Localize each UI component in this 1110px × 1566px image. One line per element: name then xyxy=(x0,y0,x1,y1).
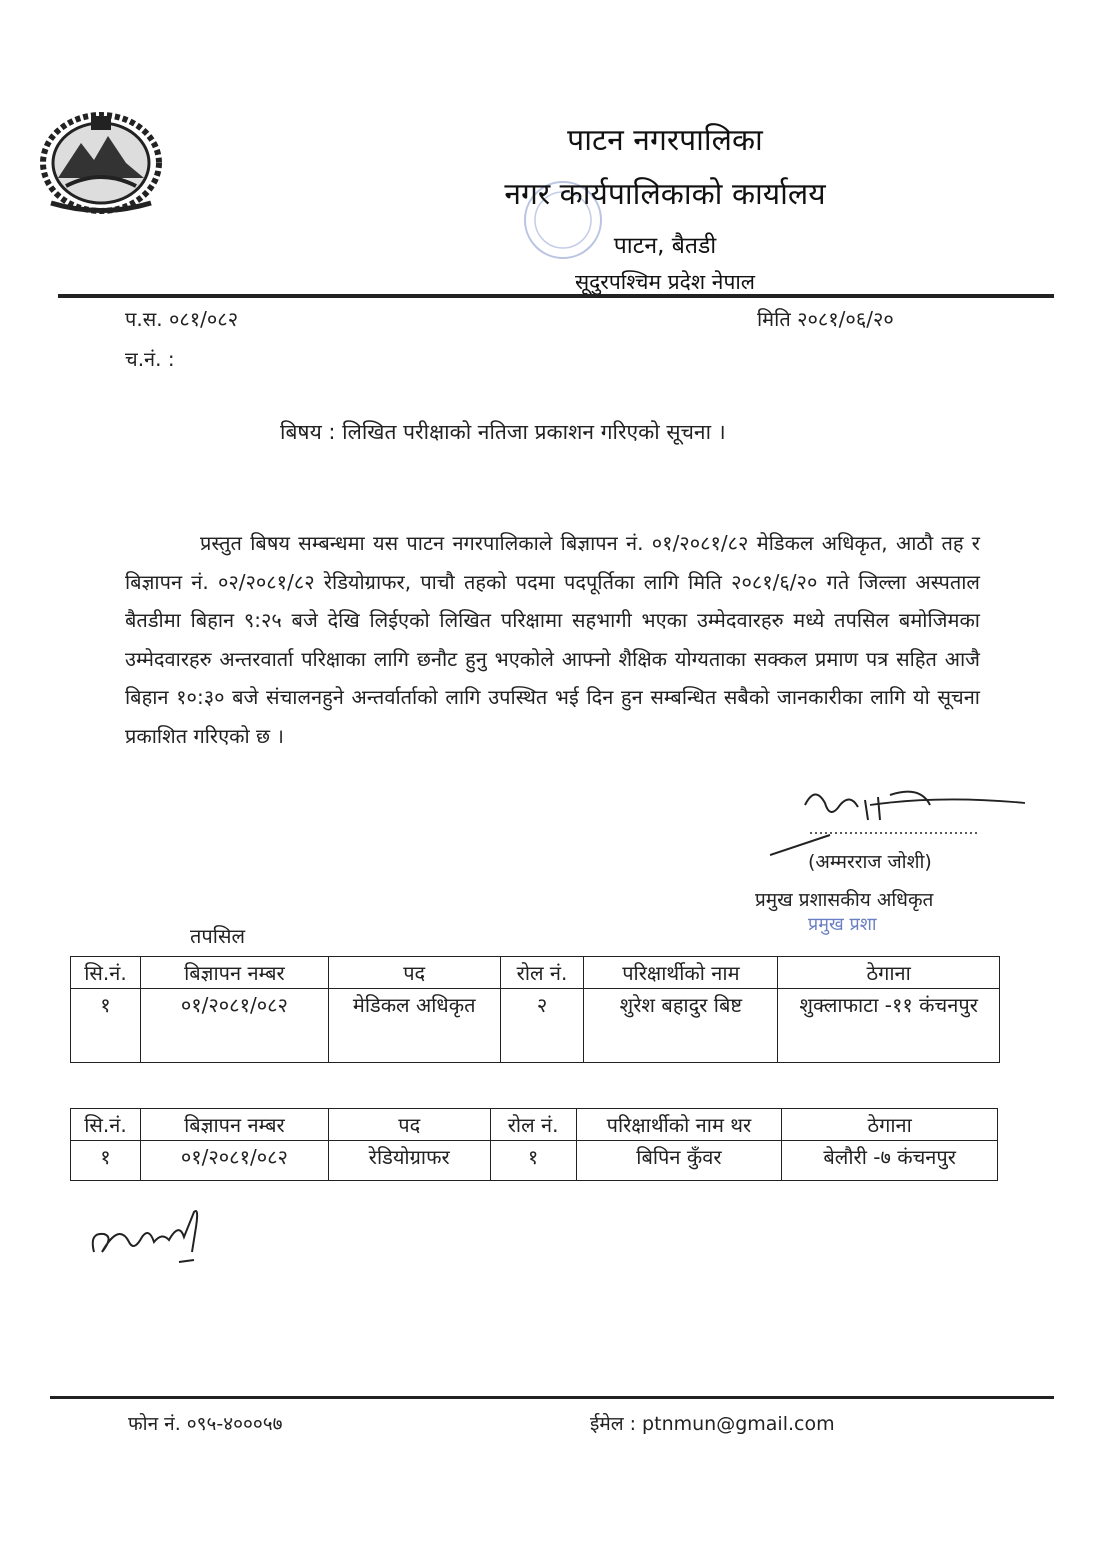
cell-candidate-name: शुरेश बहादुर बिष्ट xyxy=(584,989,778,1063)
cell-roll: २ xyxy=(500,989,584,1063)
details-label: तपसिल xyxy=(190,924,246,948)
header-location: पाटन, बैतडी xyxy=(613,233,717,259)
header-cell: बिज्ञापन नम्बर xyxy=(140,1109,328,1141)
initials-signature-icon xyxy=(84,1202,214,1272)
results-table-medical xyxy=(70,956,1000,1063)
footer-phone: फोन नं. ०९५-४०००५७ xyxy=(128,1413,283,1435)
officer-stamp-text: प्रमुख प्रशा xyxy=(808,914,877,935)
header-cell: सि.नं. xyxy=(71,957,141,989)
cell-candidate-name: बिपिन कुँवर xyxy=(576,1141,782,1181)
cell-ad-number: ०१/२०८१/०८२ xyxy=(140,1141,328,1181)
reference-number: प.स. ०८१/०८२ xyxy=(125,307,239,331)
signatory-title: प्रमुख प्रशासकीय अधिकृत xyxy=(755,889,934,911)
footer-email: ईमेल : ptnmun@gmail.com xyxy=(590,1413,835,1435)
header-cell: ठेगाना xyxy=(782,1109,998,1141)
header-divider xyxy=(58,294,1054,298)
results-table-radiographer xyxy=(70,1108,998,1181)
header-cell: बिज्ञापन नम्बर xyxy=(140,957,328,989)
header-cell: परिक्षार्थीको नाम xyxy=(584,957,778,989)
table-header-row xyxy=(71,957,1000,989)
letter-date: मिति २०८१/०६/२० xyxy=(757,307,894,331)
cell-address: बेलौरी -७ कंचनपुर xyxy=(782,1141,998,1181)
table-row xyxy=(71,1141,998,1181)
letter-body: प्रस्तुत बिषय सम्बन्धमा यस पाटन नगरपालिकाले बिज्ञापन नं. ०१/२०८१/८२ मेडिकल अधिकृत, आठौ तह र बिज्ञापन नं. ०२/२०८१/८२ रेडियोग्राफर, पाचौ तहको पदमा पदपूर्तिका लागि मिति २०८१/६/२० गते जिल्ला अस्पताल बैतडीमा बिहान ९:२५ बजे देखि लिईएको लिखित परिक्षामा सहभागी भएका उम्मेदवारहरु मध्ये तपसिल बमोजिमका उम्मेदवारहरु अन्तरवार्ता परिक्षाका लागि छनौट हुनु भएकोले आफ्नो शैक्षिक योग्यताका सक्कल प्रमाण पत्र सहित आजै बिहान १०:३० बजे संचालनहुने अन्तर्वार्ताको लागि उपस्थित भई दिन हुन सम्बन्धित सबैको जानकारीका लागि यो सूचना प्रकाशित गरिएको छ । xyxy=(125,531,980,748)
cell-post: रेडियोग्राफर xyxy=(328,1141,490,1181)
table-row xyxy=(71,989,1000,1063)
footer-divider xyxy=(50,1396,1054,1399)
header-office-name: नगर कार्यपालिकाको कार्यालय xyxy=(504,177,826,212)
cell-sn: १ xyxy=(71,989,141,1063)
signatory-name: (अम्मरराज जोशी) xyxy=(808,851,932,873)
table-header-row xyxy=(71,1109,998,1141)
header-cell: सि.नं. xyxy=(71,1109,141,1141)
header-cell: परिक्षार्थीको नाम थर xyxy=(576,1109,782,1141)
header-province: सूदुरपश्चिम प्रदेश नेपाल xyxy=(574,270,756,294)
letter-subject: बिषय : लिखित परीक्षाको नतिजा प्रकाशन गरिएको सूचना । xyxy=(280,420,726,444)
header-municipality-name: पाटन नगरपालिका xyxy=(567,123,763,158)
dispatch-number: च.नं. : xyxy=(125,347,175,371)
header-cell: ठेगाना xyxy=(778,957,1000,989)
header-cell: रोल नं. xyxy=(500,957,584,989)
cell-post: मेडिकल अधिकृत xyxy=(328,989,500,1063)
cell-roll: १ xyxy=(490,1141,576,1181)
header-cell: पद xyxy=(328,1109,490,1141)
cell-sn: १ xyxy=(71,1141,141,1181)
cell-ad-number: ०१/२०८१/०८२ xyxy=(140,989,328,1063)
header-cell: रोल नं. xyxy=(490,1109,576,1141)
cell-address: शुक्लाफाटा -११ कंचनपुर xyxy=(778,989,1000,1063)
header-cell: पद xyxy=(328,957,500,989)
